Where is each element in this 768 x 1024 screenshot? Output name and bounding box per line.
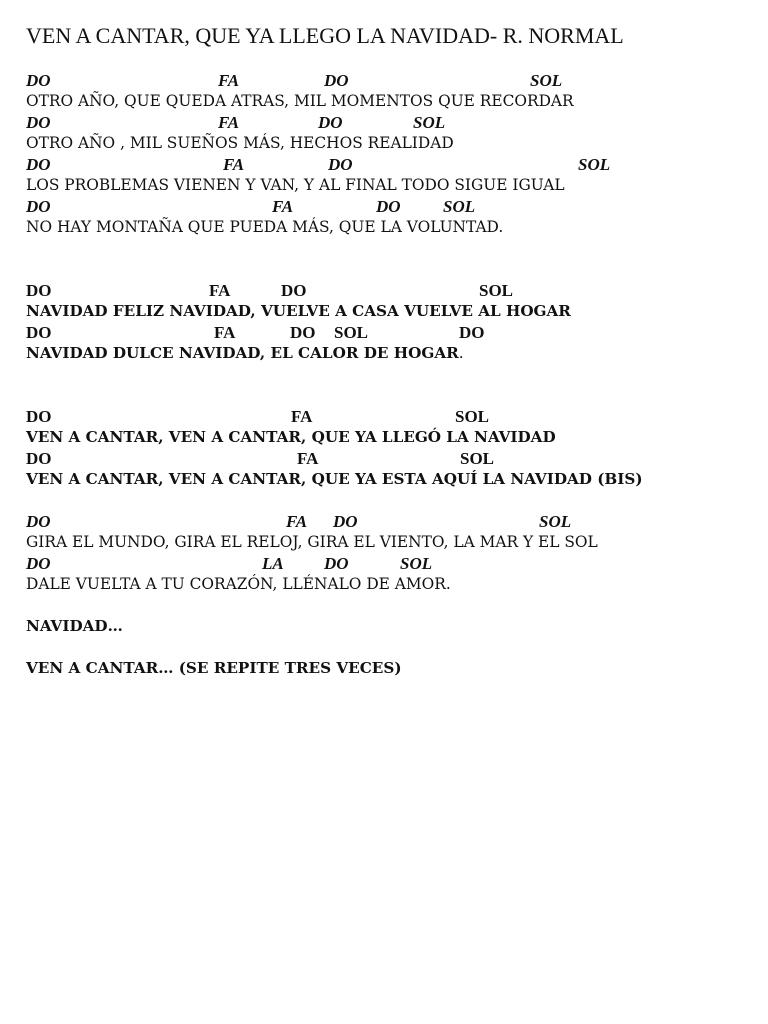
lyric-suffix: . <box>458 344 464 362</box>
lyric-text: LOS PROBLEMAS VIENEN Y VAN, Y AL FINAL TODO SIGUE IGUAL <box>26 176 565 194</box>
lyric-line <box>0 575 768 596</box>
chord: DO <box>376 197 401 216</box>
lyric-text: NAVIDAD FELIZ NAVIDAD, VUELVE A CASA VUELVE AL HOGAR <box>26 302 571 320</box>
ending-text: NAVIDAD… <box>26 617 123 635</box>
chord: DO <box>333 512 358 531</box>
chord-line <box>0 71 768 92</box>
chord: DO <box>26 113 51 132</box>
lyric-line <box>0 302 768 323</box>
lyric-text: VEN A CANTAR, VEN A CANTAR, QUE YA ESTA AQUÍ LA NAVIDAD (BIS) <box>26 470 643 488</box>
chord: FA <box>209 281 231 300</box>
chord: DO <box>26 323 52 342</box>
chord: DO <box>328 155 353 174</box>
lyric-text <box>26 344 464 362</box>
chord-line <box>0 113 768 134</box>
chord: FA <box>223 155 245 174</box>
chord-line <box>0 407 768 428</box>
chord: DO <box>26 554 51 573</box>
chord: DO <box>26 197 51 216</box>
chord: DO <box>459 323 485 342</box>
lyric-line <box>0 134 768 155</box>
chord: SOL <box>578 155 611 174</box>
lyric-line <box>0 344 768 365</box>
lyric-text: DALE VUELTA A TU CORAZÓN, LLÉNALO DE AMOR. <box>26 575 451 593</box>
chord: SOL <box>400 554 433 573</box>
chord: DO <box>26 449 52 468</box>
chord-line <box>0 155 768 176</box>
chord: DO <box>26 512 51 531</box>
chord: DO <box>281 281 307 300</box>
lyric-line <box>0 533 768 554</box>
lyric-line <box>0 176 768 197</box>
chord: DO <box>324 71 349 90</box>
lyric-text: NO HAY MONTAÑA QUE PUEDA MÁS, QUE LA VOLUNTAD. <box>26 218 504 236</box>
chord: FA <box>218 71 240 90</box>
lyric-main: NAVIDAD DULCE NAVIDAD, EL CALOR DE HOGAR <box>26 344 459 362</box>
chord: SOL <box>413 113 446 132</box>
chord-line <box>0 554 768 575</box>
chord: FA <box>214 323 236 342</box>
page-title: VEN A CANTAR, QUE YA LLEGO LA NAVIDAD- R. NORMAL <box>26 23 624 48</box>
lyric-line <box>0 470 768 491</box>
chord: SOL <box>460 449 495 468</box>
chord: SOL <box>479 281 514 300</box>
chord: LA <box>262 554 284 573</box>
chord-line <box>0 197 768 218</box>
chord: SOL <box>443 197 476 216</box>
chord: FA <box>272 197 294 216</box>
lyric-line <box>0 617 768 638</box>
lyric-line <box>0 92 768 113</box>
chord: SOL <box>455 407 490 426</box>
ending-text: VEN A CANTAR… (SE REPITE TRES VECES) <box>26 659 402 677</box>
chord-line <box>0 449 768 470</box>
chord-line <box>0 281 768 302</box>
chord: SOL <box>530 71 563 90</box>
chord: DO <box>26 155 51 174</box>
chord: DO <box>26 407 52 426</box>
chord: DO <box>318 113 343 132</box>
lyric-text: OTRO AÑO, QUE QUEDA ATRAS, MIL MOMENTOS QUE RECORDAR <box>26 92 574 110</box>
lyric-text: GIRA EL MUNDO, GIRA EL RELOJ, GIRA EL VIENTO, LA MAR Y EL SOL <box>26 533 598 551</box>
chord: DO <box>26 281 52 300</box>
lyric-line <box>0 218 768 239</box>
chord: FA <box>218 113 240 132</box>
chord: FA <box>291 407 313 426</box>
chord: SOL <box>539 512 572 531</box>
chord: FA <box>297 449 319 468</box>
chord-line <box>0 323 768 344</box>
lyric-line <box>0 659 768 680</box>
chord: DO <box>324 554 349 573</box>
lyric-text: VEN A CANTAR, VEN A CANTAR, QUE YA LLEGÓ LA NAVIDAD <box>26 428 556 446</box>
chord: DO <box>26 71 51 90</box>
lyric-line <box>0 428 768 449</box>
lyric-text: OTRO AÑO , MIL SUEÑOS MÁS, HECHOS REALIDAD <box>26 134 454 152</box>
chord: SOL <box>334 323 369 342</box>
chord-line <box>0 512 768 533</box>
chord: FA <box>286 512 308 531</box>
chord: DO <box>290 323 316 342</box>
